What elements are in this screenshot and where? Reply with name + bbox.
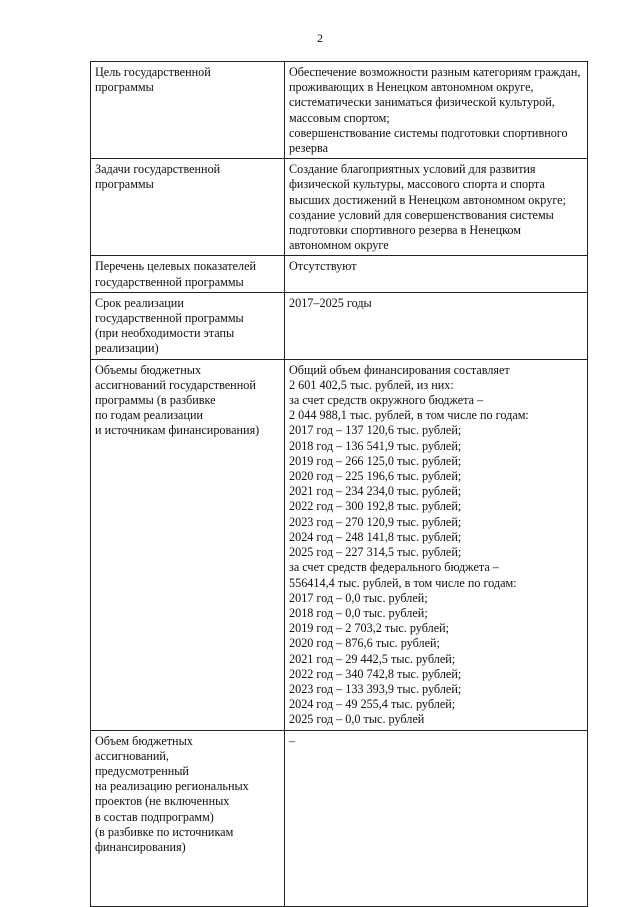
row-value-line: физической культуры, массового спорта и спорта: [289, 177, 545, 192]
row-value-line: массовым спортом;: [289, 110, 390, 125]
row-label-line: программы: [95, 80, 154, 95]
row-label-line: и источникам финансирования): [95, 423, 260, 438]
row-value-line: Отсутствуют: [289, 259, 357, 274]
row-label-line: Задачи государственной: [95, 162, 221, 177]
row-label-line: (в разбивке по источникам: [95, 824, 234, 839]
row-label-line: по годам реализации: [95, 408, 204, 423]
row-value-line: автономном округе: [289, 238, 389, 253]
row-value-line: проживающих в Ненецком автономном округе,: [289, 80, 534, 95]
row-value-line: 2022 год – 340 742,8 тыс. рублей;: [289, 666, 462, 681]
row-value-cell: [285, 256, 588, 292]
row-value-line: 2020 год – 225 196,6 тыс. рублей;: [289, 469, 462, 484]
row-value-cell: [285, 62, 588, 159]
row-value-cell: [285, 359, 588, 730]
row-label-line: государственной программы: [95, 311, 244, 326]
page-number: 2: [317, 31, 323, 45]
row-value-line: резерва: [289, 141, 328, 156]
row-label-cell: [91, 62, 285, 159]
row-value-line: 2017–2025 годы: [289, 295, 372, 310]
table-row-regional-projects: [91, 730, 588, 906]
row-label-line: Перечень целевых показателей: [95, 259, 257, 274]
row-value-line: Создание благоприятных условий для развития: [289, 162, 536, 177]
row-label-line: проектов (не включенных: [95, 794, 230, 809]
row-label-cell: [91, 159, 285, 256]
row-value-cell: [285, 159, 588, 256]
row-value-line: создание условий для совершенствования системы: [289, 207, 554, 222]
row-label-line: Объемы бюджетных: [95, 362, 202, 377]
row-label-line: финансирования): [95, 839, 186, 854]
table-row-goal: [91, 62, 588, 159]
row-value-line: 2022 год – 300 192,8 тыс. рублей;: [289, 499, 462, 514]
row-label-line: ассигнований государственной: [95, 377, 256, 392]
row-value-line: систематически заниматься физической культурой,: [289, 95, 555, 110]
row-value-line: 2019 год – 2 703,2 тыс. рублей;: [289, 621, 450, 636]
table-row-indicators: [91, 256, 588, 292]
row-label-line: ассигнований,: [95, 748, 169, 763]
row-value-line: высших достижений в Ненецком автономном округе;: [289, 192, 566, 207]
row-value-line: 2017 год – 0,0 тыс. рублей;: [289, 590, 428, 605]
row-label-line: Цель государственной: [95, 65, 211, 79]
row-value-line: 556414,4 тыс. рублей, в том числе по годам:: [289, 575, 517, 590]
row-label-cell: [91, 359, 285, 730]
row-label-line: на реализацию региональных: [95, 779, 249, 794]
row-label-line: в состав подпрограмм): [95, 809, 214, 824]
row-value-line: –: [289, 733, 296, 748]
row-value-line: за счет средств окружного бюджета –: [289, 393, 484, 408]
row-label-line: государственной программы: [95, 274, 244, 289]
row-label-line: программы: [95, 177, 154, 192]
row-value-line: подготовки спортивного резерва в Ненецком: [289, 223, 521, 238]
row-value-line: 2019 год – 266 125,0 тыс. рублей;: [289, 453, 462, 468]
row-value-line: 2025 год – 227 314,5 тыс. рублей;: [289, 545, 462, 560]
program-passport-table: [90, 61, 588, 907]
row-label-cell: [91, 292, 285, 359]
row-value-line: 2018 год – 136 541,9 тыс. рублей;: [289, 438, 462, 453]
table-row-funding: [91, 359, 588, 730]
row-value-line: 2 044 988,1 тыс. рублей, в том числе по годам:: [289, 408, 529, 423]
row-value-cell: [285, 730, 588, 906]
table-row-tasks: [91, 159, 588, 256]
row-value-cell: [285, 292, 588, 359]
row-value-line: 2024 год – 248 141,8 тыс. рублей;: [289, 529, 462, 544]
row-value-line: 2021 год – 29 442,5 тыс. рублей;: [289, 651, 456, 666]
row-label-line: Срок реализации: [95, 295, 184, 310]
row-label-line: реализации): [95, 341, 159, 356]
passport-table-body: [91, 62, 588, 907]
row-value-line: 2018 год – 0,0 тыс. рублей;: [289, 605, 428, 620]
row-value-line: совершенствование системы подготовки спортивного: [289, 125, 568, 140]
row-label-cell: [91, 256, 285, 292]
row-label-line: программы (в разбивке: [95, 393, 216, 408]
row-label-cell: [91, 730, 285, 906]
row-value-line: 2017 год – 137 120,6 тыс. рублей;: [289, 423, 462, 438]
row-value-line: 2025 год – 0,0 тыс. рублей: [289, 712, 425, 727]
row-label-line: Объем бюджетных: [95, 733, 193, 748]
row-value-line: 2023 год – 270 120,9 тыс. рублей;: [289, 514, 462, 529]
table-row-term: [91, 292, 588, 359]
row-value-line: 2024 год – 49 255,4 тыс. рублей;: [289, 697, 456, 712]
row-value-line: 2021 год – 234 234,0 тыс. рублей;: [289, 484, 462, 499]
row-value-line: 2023 год – 133 393,9 тыс. рублей;: [289, 681, 462, 696]
row-value-line: 2 601 402,5 тыс. рублей, из них:: [289, 377, 454, 392]
row-value-line: Обеспечение возможности разным категориям граждан,: [289, 65, 581, 79]
row-value-line: 2020 год – 876,6 тыс. рублей;: [289, 636, 440, 651]
row-label-line: предусмотренный: [95, 763, 189, 778]
row-value-line: за счет средств федерального бюджета –: [289, 560, 499, 575]
row-value-line: Общий объем финансирования составляет: [289, 362, 510, 377]
row-label-line: (при необходимости этапы: [95, 326, 235, 341]
